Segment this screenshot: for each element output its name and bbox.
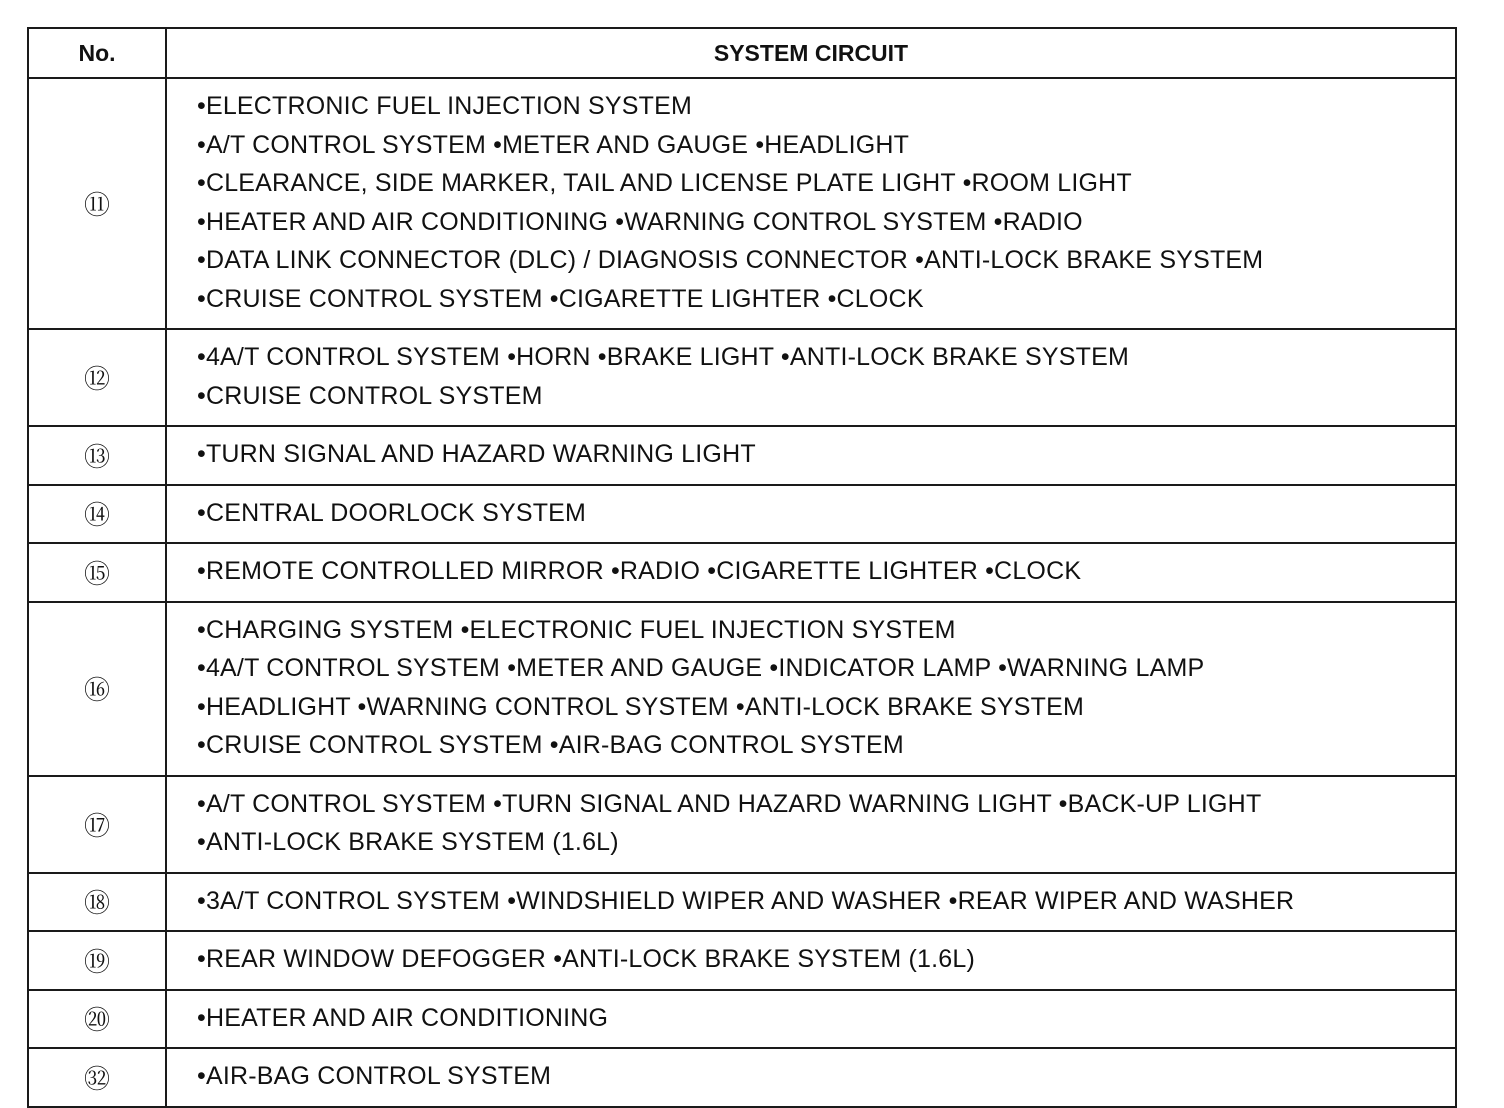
table-row (28, 776, 1456, 873)
system-circuit-cell (166, 602, 1456, 776)
header-system-circuit: SYSTEM CIRCUIT (166, 28, 1456, 78)
circuit-number: ㉜ (28, 1048, 166, 1107)
system-circuit-line: •TURN SIGNAL AND HAZARD WARNING LIGHT (197, 440, 756, 468)
table-row (28, 543, 1456, 602)
system-circuit-cell (166, 776, 1456, 873)
system-circuit-line: •A/T CONTROL SYSTEM •METER AND GAUGE •HEADLIGHT (197, 130, 910, 159)
table-row (28, 873, 1456, 932)
table-row (28, 602, 1456, 776)
system-circuit-table (27, 27, 1457, 1108)
system-circuit-line: •3A/T CONTROL SYSTEM •WINDSHIELD WIPER AND WASHER •REAR WIPER AND WASHER (197, 886, 1295, 915)
circuit-number: ⑬ (28, 426, 166, 485)
circuit-number: ⑭ (28, 485, 166, 544)
circuit-number: ⑪ (28, 78, 166, 329)
table-body (28, 78, 1456, 1107)
system-circuit-line: •HEATER AND AIR CONDITIONING (197, 1003, 609, 1032)
system-circuit-line: •ELECTRONIC FUEL INJECTION SYSTEM (197, 92, 693, 120)
system-circuit-line: •CRUISE CONTROL SYSTEM •AIR-BAG CONTROL SYSTEM (197, 731, 904, 759)
header-no: No. (28, 28, 166, 78)
table-row (28, 931, 1456, 990)
system-circuit-line: •CRUISE CONTROL SYSTEM •CIGARETTE LIGHTER •CLOCK (197, 284, 924, 313)
system-circuit-cell (166, 873, 1456, 932)
system-circuit-line: •4A/T CONTROL SYSTEM •METER AND GAUGE •INDICATOR LAMP •WARNING LAMP (197, 654, 1205, 682)
system-circuit-line: •ANTI-LOCK BRAKE SYSTEM (1.6L) (197, 828, 619, 856)
system-circuit-line: •CRUISE CONTROL SYSTEM (197, 381, 543, 410)
system-circuit-line: •CENTRAL DOORLOCK SYSTEM (197, 498, 587, 527)
system-circuit-cell (166, 931, 1456, 990)
system-circuit-cell (166, 426, 1456, 485)
system-circuit-line: •CLEARANCE, SIDE MARKER, TAIL AND LICENSE PLATE LIGHT •ROOM LIGHT (197, 169, 1132, 197)
table-row (28, 426, 1456, 485)
circuit-number: ⑳ (28, 990, 166, 1049)
system-circuit-line: •HEATER AND AIR CONDITIONING •WARNING CONTROL SYSTEM •RADIO (197, 207, 1083, 236)
system-circuit-line: •A/T CONTROL SYSTEM •TURN SIGNAL AND HAZARD WARNING LIGHT •BACK-UP LIGHT (197, 789, 1262, 818)
header-row (28, 28, 1456, 78)
system-circuit-cell (166, 329, 1456, 426)
circuit-number: ⑮ (28, 543, 166, 602)
system-circuit-cell (166, 543, 1456, 602)
circuit-number: ⑫ (28, 329, 166, 426)
system-circuit-cell (166, 78, 1456, 329)
table-row (28, 990, 1456, 1049)
circuit-number: ⑯ (28, 602, 166, 776)
circuit-number: ⑱ (28, 873, 166, 932)
system-circuit-line: •HEADLIGHT •WARNING CONTROL SYSTEM •ANTI-LOCK BRAKE SYSTEM (197, 692, 1085, 721)
system-circuit-line: •REMOTE CONTROLLED MIRROR •RADIO •CIGARETTE LIGHTER •CLOCK (197, 557, 1082, 585)
system-circuit-line: •CHARGING SYSTEM •ELECTRONIC FUEL INJECTION SYSTEM (197, 615, 956, 644)
system-circuit-line: •4A/T CONTROL SYSTEM •HORN •BRAKE LIGHT •ANTI-LOCK BRAKE SYSTEM (197, 343, 1130, 371)
system-circuit-cell (166, 485, 1456, 544)
table-row (28, 329, 1456, 426)
system-circuit-line: •REAR WINDOW DEFOGGER •ANTI-LOCK BRAKE SYSTEM (1.6L) (197, 945, 976, 973)
system-circuit-line: •AIR-BAG CONTROL SYSTEM (197, 1062, 552, 1090)
system-circuit-cell (166, 990, 1456, 1049)
system-circuit-line: •DATA LINK CONNECTOR (DLC) / DIAGNOSIS CONNECTOR •ANTI-LOCK BRAKE SYSTEM (197, 246, 1264, 274)
circuit-number: ⑰ (28, 776, 166, 873)
circuit-number: ⑲ (28, 931, 166, 990)
table-row (28, 485, 1456, 544)
table-row (28, 78, 1456, 329)
